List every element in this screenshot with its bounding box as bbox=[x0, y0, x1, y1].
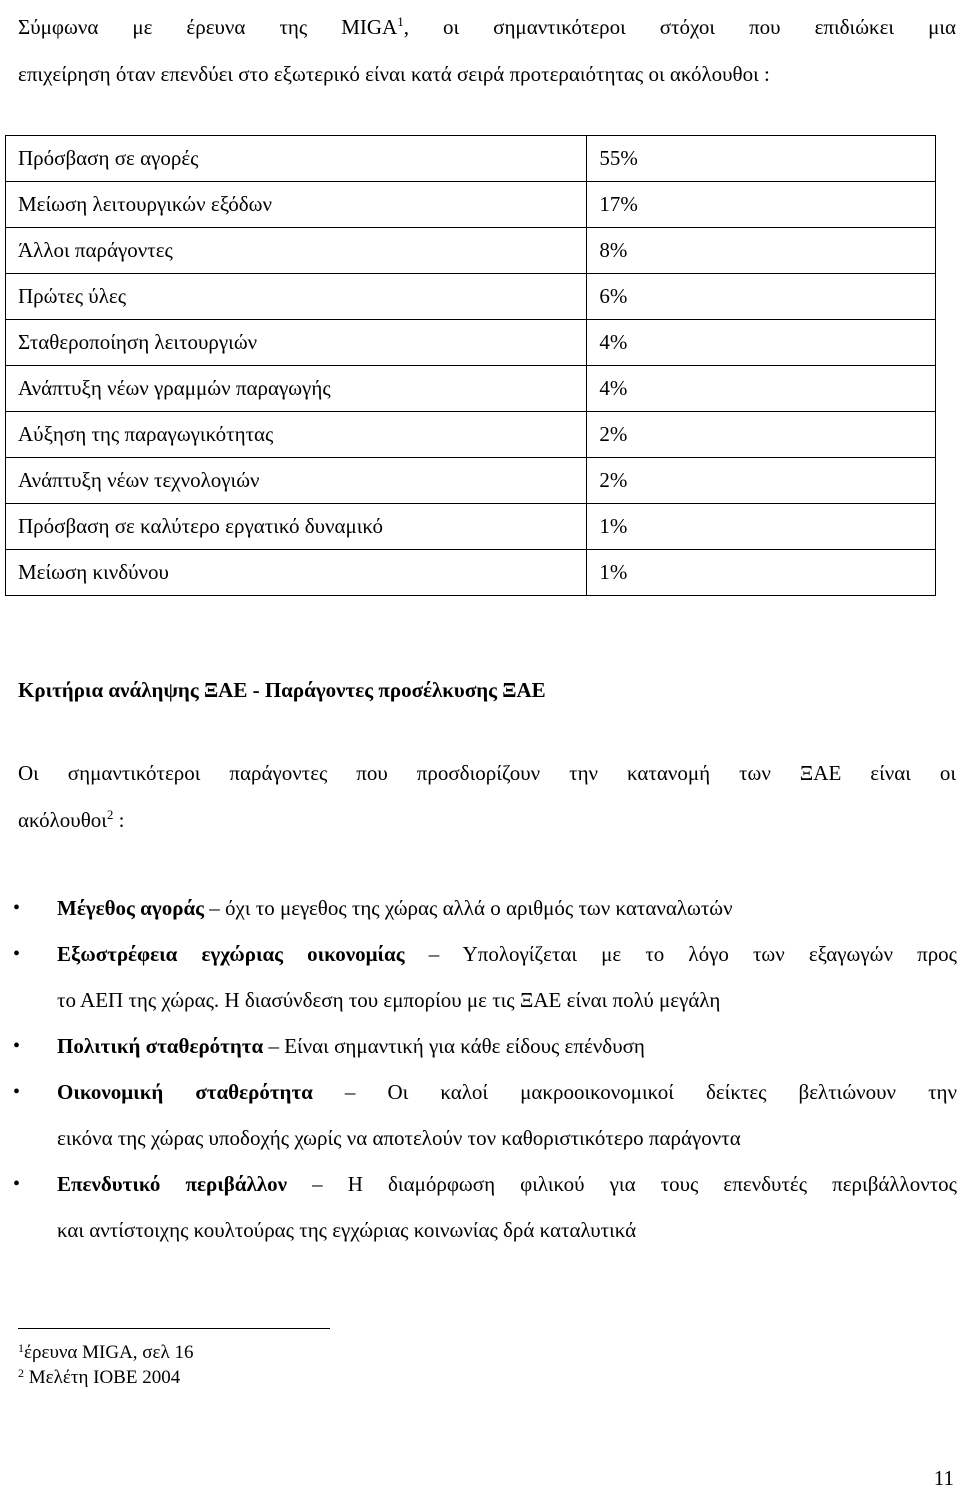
page-number: 11 bbox=[933, 1466, 954, 1490]
row-label: Πρώτες ύλες bbox=[6, 274, 587, 320]
factor-term: Επενδυτικό περιβάλλον bbox=[57, 1172, 288, 1196]
list-item bbox=[0, 1161, 960, 1253]
factor-text: – Είναι σημαντική για κάθε είδους επένδυση bbox=[263, 1034, 645, 1058]
footnote-ref-2[interactable]: 2 bbox=[106, 807, 114, 822]
row-label: Σταθεροποίηση λειτουργιών bbox=[6, 320, 587, 366]
footnote-1 bbox=[18, 1340, 194, 1365]
row-label: Ανάπτυξη νέων τεχνολογιών bbox=[6, 458, 587, 504]
factor-term: Εξωστρέφεια εγχώριας οικονομίας bbox=[57, 942, 405, 966]
row-label: Μείωση κινδύνου bbox=[6, 550, 587, 596]
factor-term: Μέγεθος αγοράς bbox=[57, 896, 205, 920]
row-label: Μείωση λειτουργικών εξόδων bbox=[6, 182, 587, 228]
footnote-2 bbox=[18, 1365, 194, 1390]
table-row bbox=[6, 136, 936, 182]
factor-line-1 bbox=[57, 1069, 957, 1115]
row-value: 55% bbox=[587, 136, 936, 182]
para-text-cont: : bbox=[113, 808, 125, 832]
list-item bbox=[0, 931, 960, 1023]
factor-text: – Οι καλοί μακροοικονομικοί δείκτες βελτιώνουν την bbox=[312, 1080, 958, 1104]
table-row bbox=[6, 320, 936, 366]
row-label: Πρόσβαση σε καλύτερο εργατικό δυναμικό bbox=[6, 504, 587, 550]
factor-text-cont: και αντίστοιχης κουλτούρας της εγχώριας κοινωνίας δρά καταλυτικά bbox=[57, 1218, 637, 1242]
factor-text: – όχι το μεγεθος της χώρας αλλά ο αριθμός των καταναλωτών bbox=[204, 896, 733, 920]
bullet-icon: • bbox=[13, 897, 21, 919]
section-para-line-1: Οι σημαντικότεροι παράγοντες που προσδιορίζουν την κατανομή των ΞΑΕ είναι οι bbox=[18, 761, 956, 785]
table-row bbox=[6, 550, 936, 596]
factor-term: Πολιτική σταθερότητα bbox=[57, 1034, 264, 1058]
factor-text: – Υπολογίζεται με το λόγο των εξαγωγών προς bbox=[404, 942, 957, 966]
table-row bbox=[6, 228, 936, 274]
row-value: 4% bbox=[587, 366, 936, 412]
list-item bbox=[0, 885, 960, 931]
section-paragraph bbox=[18, 750, 956, 844]
row-value: 17% bbox=[587, 182, 936, 228]
table-row bbox=[6, 458, 936, 504]
factor-term: Οικονομική σταθερότητα bbox=[57, 1080, 313, 1104]
factor-text: – Η διαμόρφωση φιλικού για τους επενδυτές περιβάλλοντος bbox=[287, 1172, 957, 1196]
intro-line-1 bbox=[18, 4, 956, 51]
row-label: Άλλοι παράγοντες bbox=[6, 228, 587, 274]
list-item bbox=[0, 1069, 960, 1161]
footnote-text: Μελέτη ΙΟΒΕ 2004 bbox=[24, 1367, 181, 1388]
intro-paragraph bbox=[18, 4, 956, 98]
footnote-ref-1[interactable]: 1 bbox=[397, 14, 404, 29]
factor-line-1 bbox=[57, 1161, 957, 1207]
investment-goals-table bbox=[5, 135, 936, 596]
list-item bbox=[0, 1023, 960, 1069]
row-value: 1% bbox=[587, 504, 936, 550]
factor-text-cont: το ΑΕΠ της χώρας. Η διασύνδεση του εμπορίου με τις ΞΑΕ είναι πολύ μεγάλη bbox=[57, 988, 721, 1012]
row-label: Πρόσβαση σε αγορές bbox=[6, 136, 587, 182]
footnote-number: 1 bbox=[18, 1341, 24, 1355]
table-row bbox=[6, 504, 936, 550]
bullet-icon: • bbox=[13, 1035, 21, 1057]
row-value: 2% bbox=[587, 458, 936, 504]
row-label: Ανάπτυξη νέων γραμμών παραγωγής bbox=[6, 366, 587, 412]
row-value: 6% bbox=[587, 274, 936, 320]
footnote-divider bbox=[18, 1328, 330, 1329]
intro-text-cont: , οι σημαντικότεροι στόχοι που επιδιώκει μια bbox=[403, 15, 957, 39]
bullet-icon: • bbox=[13, 1081, 21, 1103]
table-row bbox=[6, 274, 936, 320]
footnotes bbox=[18, 1340, 194, 1390]
footnote-text: έρευνα MIGA, σελ 16 bbox=[24, 1342, 194, 1363]
bullet-icon: • bbox=[13, 943, 21, 965]
factor-text-cont: εικόνα της χώρας υποδοχής χωρίς να αποτελούν τον καθοριστικότερο παράγοντα bbox=[57, 1126, 741, 1150]
section-para-line-2 bbox=[18, 808, 125, 832]
intro-text: Σύμφωνα με έρευνα της MIGA bbox=[18, 15, 398, 39]
row-value: 1% bbox=[587, 550, 936, 596]
row-value: 2% bbox=[587, 412, 936, 458]
factors-list bbox=[0, 885, 960, 1253]
section-heading: Κριτήρια ανάληψης ΞΑΕ - Παράγοντες προσέλκυσης ΞΑΕ bbox=[18, 678, 546, 702]
factor-line-1 bbox=[57, 931, 957, 977]
row-value: 8% bbox=[587, 228, 936, 274]
table-row bbox=[6, 182, 936, 228]
intro-line-2: επιχείρηση όταν επενδύει στο εξωτερικό είναι κατά σειρά προτεραιότητας οι ακόλουθοι : bbox=[18, 62, 770, 86]
footnote-number: 2 bbox=[18, 1366, 24, 1380]
para-text: ακόλουθοι bbox=[18, 808, 107, 832]
bullet-icon: • bbox=[13, 1173, 21, 1195]
row-value: 4% bbox=[587, 320, 936, 366]
table-row bbox=[6, 366, 936, 412]
row-label: Αύξηση της παραγωγικότητας bbox=[6, 412, 587, 458]
table-row bbox=[6, 412, 936, 458]
